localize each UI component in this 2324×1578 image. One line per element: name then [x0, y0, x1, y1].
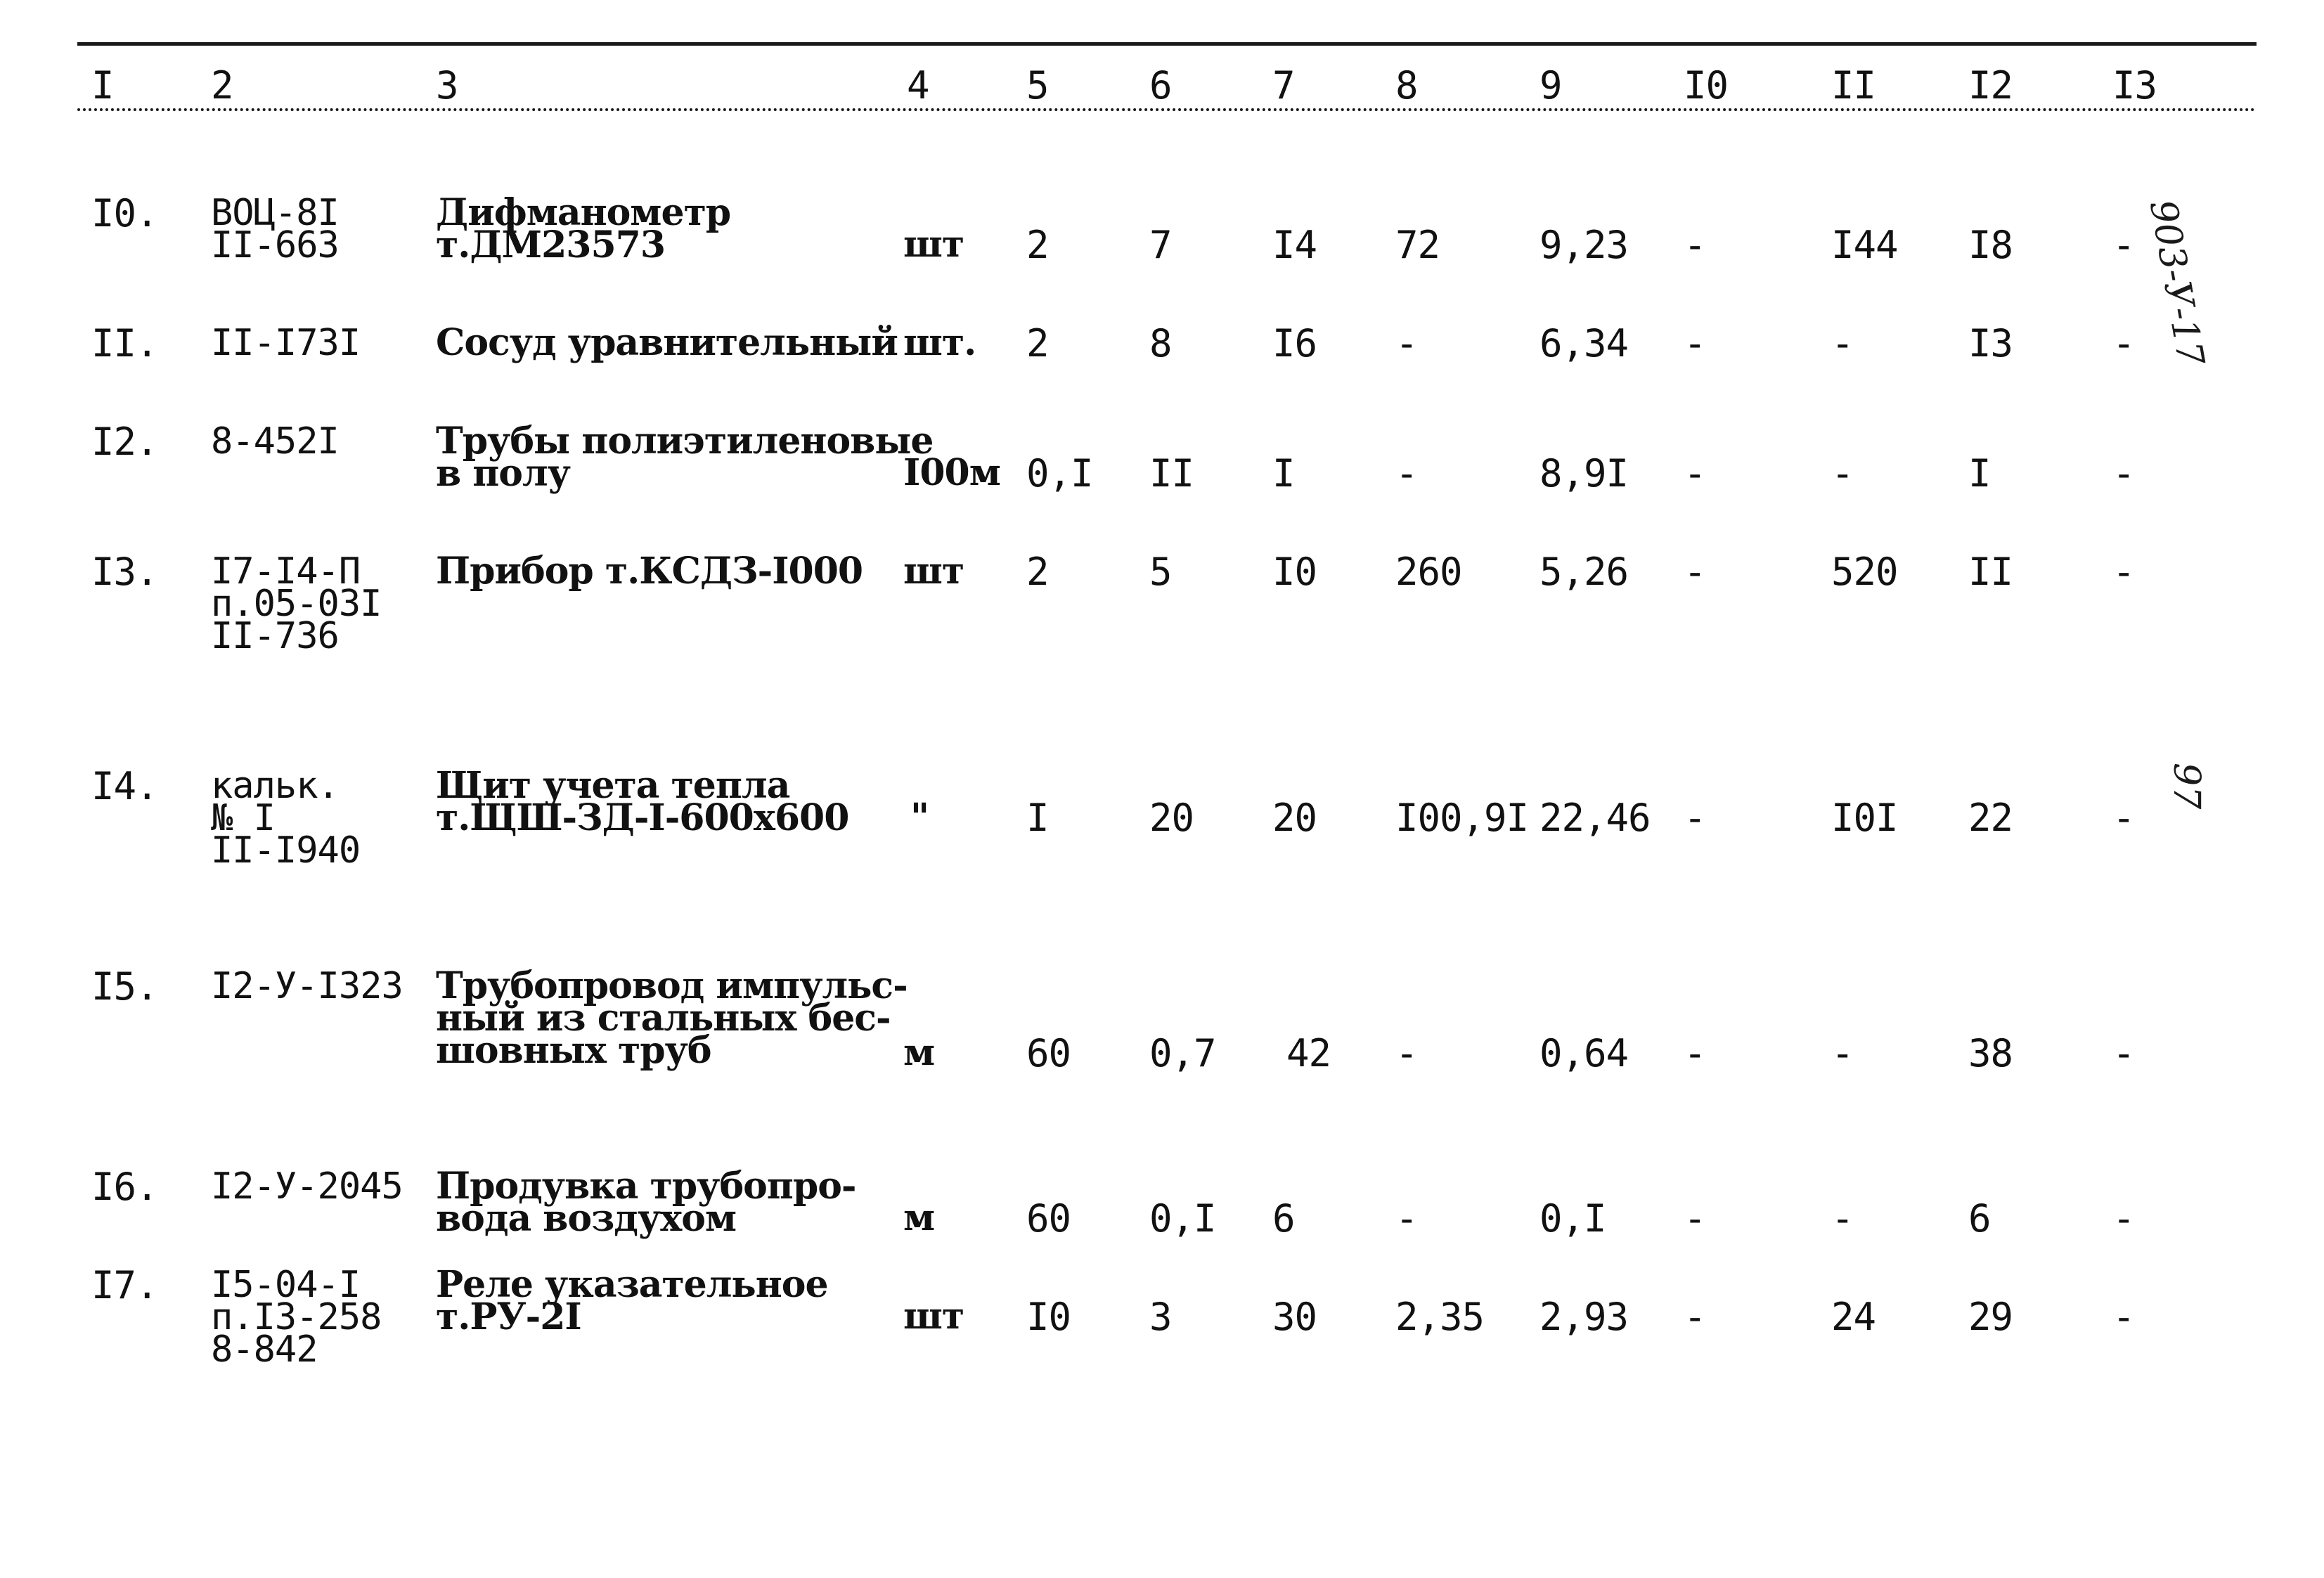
header-col-8: 8: [1395, 63, 1418, 108]
row-col-8: -: [1395, 1031, 1418, 1075]
row-col-6: 0,I: [1149, 1196, 1216, 1241]
row-col-7: I6: [1272, 321, 1317, 366]
row-col-8: 72: [1395, 223, 1440, 267]
row-unit: шт: [903, 1295, 964, 1338]
header-col-4: 4: [907, 63, 929, 108]
row-col-10: -: [1684, 1196, 1706, 1241]
row-col-5: 0,I: [1026, 451, 1093, 496]
row-name: Щит учета тепла т.ЩШ-ЗД-I-600х600: [436, 764, 849, 839]
row-col-13: -: [2112, 1295, 2135, 1339]
row-col-13: -: [2112, 451, 2135, 496]
row-name: Продувка трубопро- вода воздухом: [436, 1165, 856, 1240]
row-unit: ": [910, 796, 929, 839]
row-col-11: -: [1831, 1196, 1854, 1241]
header-col-11: II: [1831, 63, 1876, 108]
header-col-9: 9: [1539, 63, 1562, 108]
row-col-12: 6: [1968, 1196, 1991, 1241]
row-col-11: -: [1831, 1031, 1854, 1075]
row-col-9: 0,64: [1539, 1031, 1629, 1075]
row-col-8: -: [1395, 1196, 1418, 1241]
row-col-6: 8: [1149, 321, 1172, 366]
row-code: I2-У-I323: [211, 965, 403, 1007]
row-col-11: 520: [1831, 550, 1898, 594]
row-name: Трубы полиэтиленовые в полу: [436, 420, 934, 495]
row-col-12: I3: [1968, 321, 2013, 366]
row-code: кальк. № I II-I940: [211, 765, 361, 872]
header-col-7: 7: [1272, 63, 1295, 108]
row-col-12: 29: [1968, 1295, 2013, 1339]
row-col-9: 22,46: [1539, 796, 1651, 840]
row-col-10: -: [1684, 223, 1706, 267]
row-col-9: 2,93: [1539, 1295, 1629, 1339]
row-col-13: -: [2112, 550, 2135, 594]
row-number: I5.: [91, 964, 158, 1009]
row-col-7: 42: [1286, 1031, 1331, 1075]
row-col-8: -: [1395, 451, 1418, 496]
row-col-13: -: [2112, 796, 2135, 840]
row-col-5: I0: [1026, 1295, 1071, 1339]
row-unit: шт.: [903, 321, 976, 364]
row-name: Дифманометр т.ДМ23573: [436, 191, 731, 266]
row-number: II.: [91, 321, 158, 366]
row-col-10: -: [1684, 451, 1706, 496]
header-col-1: I: [91, 63, 114, 108]
row-col-7: I0: [1272, 550, 1317, 594]
row-number: I2.: [91, 420, 158, 464]
row-col-6: 3: [1149, 1295, 1172, 1339]
row-number: I4.: [91, 764, 158, 808]
row-number: I0.: [91, 191, 158, 235]
row-number: I6.: [91, 1165, 158, 1209]
row-col-12: I: [1968, 451, 1991, 496]
row-col-5: 2: [1026, 550, 1049, 594]
row-unit: шт: [903, 223, 964, 266]
row-name: Сосуд уравнительный: [436, 321, 898, 364]
header-rule: [77, 108, 2257, 111]
row-col-12: II: [1968, 550, 2013, 594]
row-col-7: 30: [1272, 1295, 1317, 1339]
row-col-9: 0,I: [1539, 1196, 1606, 1241]
row-col-11: -: [1831, 321, 1854, 366]
row-col-11: I0I: [1831, 796, 1898, 840]
row-col-13: -: [2112, 1031, 2135, 1075]
row-col-9: 6,34: [1539, 321, 1629, 366]
row-col-10: -: [1684, 1295, 1706, 1339]
row-col-10: -: [1684, 550, 1706, 594]
row-number: I7.: [91, 1263, 158, 1307]
row-col-13: -: [2112, 321, 2135, 366]
header-col-3: 3: [436, 63, 458, 108]
row-col-6: 20: [1149, 796, 1194, 840]
row-name: Прибор т.КСДЗ-I000: [436, 550, 863, 593]
row-col-5: I: [1026, 796, 1049, 840]
top-rule: [77, 42, 2257, 46]
row-col-5: 60: [1026, 1031, 1071, 1075]
row-col-10: -: [1684, 796, 1706, 840]
margin-document-code: 903-У-17: [2141, 197, 2212, 369]
row-col-11: I44: [1831, 223, 1898, 267]
row-col-5: 2: [1026, 223, 1049, 267]
header-col-6: 6: [1149, 63, 1172, 108]
row-col-7: I: [1272, 451, 1295, 496]
row-col-7: 6: [1272, 1196, 1295, 1241]
row-col-13: -: [2112, 1196, 2135, 1241]
row-col-9: 5,26: [1539, 550, 1629, 594]
margin-page-number: 97: [2165, 763, 2207, 810]
row-col-9: 8,9I: [1539, 451, 1629, 496]
row-col-6: 5: [1149, 550, 1172, 594]
row-code: ВОЦ-8I II-663: [211, 192, 339, 266]
row-col-8: 2,35: [1395, 1295, 1485, 1339]
row-unit: I00м: [903, 451, 1000, 494]
row-code: I5-04-I п.I3-258 8-842: [211, 1264, 382, 1371]
row-col-10: -: [1684, 1031, 1706, 1075]
row-col-10: -: [1684, 321, 1706, 366]
row-col-12: I8: [1968, 223, 2013, 267]
header-col-5: 5: [1026, 63, 1049, 108]
row-code: 8-452I: [211, 420, 339, 463]
row-unit: м: [903, 1031, 935, 1074]
row-col-13: -: [2112, 223, 2135, 267]
row-col-11: 24: [1831, 1295, 1876, 1339]
row-col-12: 22: [1968, 796, 2013, 840]
row-col-8: I00,9I: [1395, 796, 1529, 840]
row-unit: м: [903, 1196, 935, 1239]
row-col-12: 38: [1968, 1031, 2013, 1075]
row-col-6: 0,7: [1149, 1031, 1216, 1075]
header-col-12: I2: [1968, 63, 2013, 108]
row-col-7: I4: [1272, 223, 1317, 267]
header-col-2: 2: [211, 63, 233, 108]
row-col-5: 60: [1026, 1196, 1071, 1241]
header-col-10: I0: [1684, 63, 1729, 108]
row-name: Трубопровод импульс- ный из стальных бес- шовных труб: [436, 964, 908, 1072]
row-number: I3.: [91, 550, 158, 594]
row-code: II-I73I: [211, 322, 361, 364]
row-col-7: 20: [1272, 796, 1317, 840]
row-col-5: 2: [1026, 321, 1049, 366]
row-col-8: 260: [1395, 550, 1462, 594]
row-code: I7-I4-П п.05-03I II-736: [211, 550, 382, 657]
row-col-9: 9,23: [1539, 223, 1629, 267]
row-col-6: 7: [1149, 223, 1172, 267]
row-name: Реле указательное т.РУ-2I: [436, 1263, 828, 1338]
row-col-6: II: [1149, 451, 1194, 496]
row-code: I2-У-2045: [211, 1165, 403, 1208]
header-col-13: I3: [2112, 63, 2157, 108]
row-col-11: -: [1831, 451, 1854, 496]
row-unit: шт: [903, 550, 964, 593]
row-col-8: -: [1395, 321, 1418, 366]
